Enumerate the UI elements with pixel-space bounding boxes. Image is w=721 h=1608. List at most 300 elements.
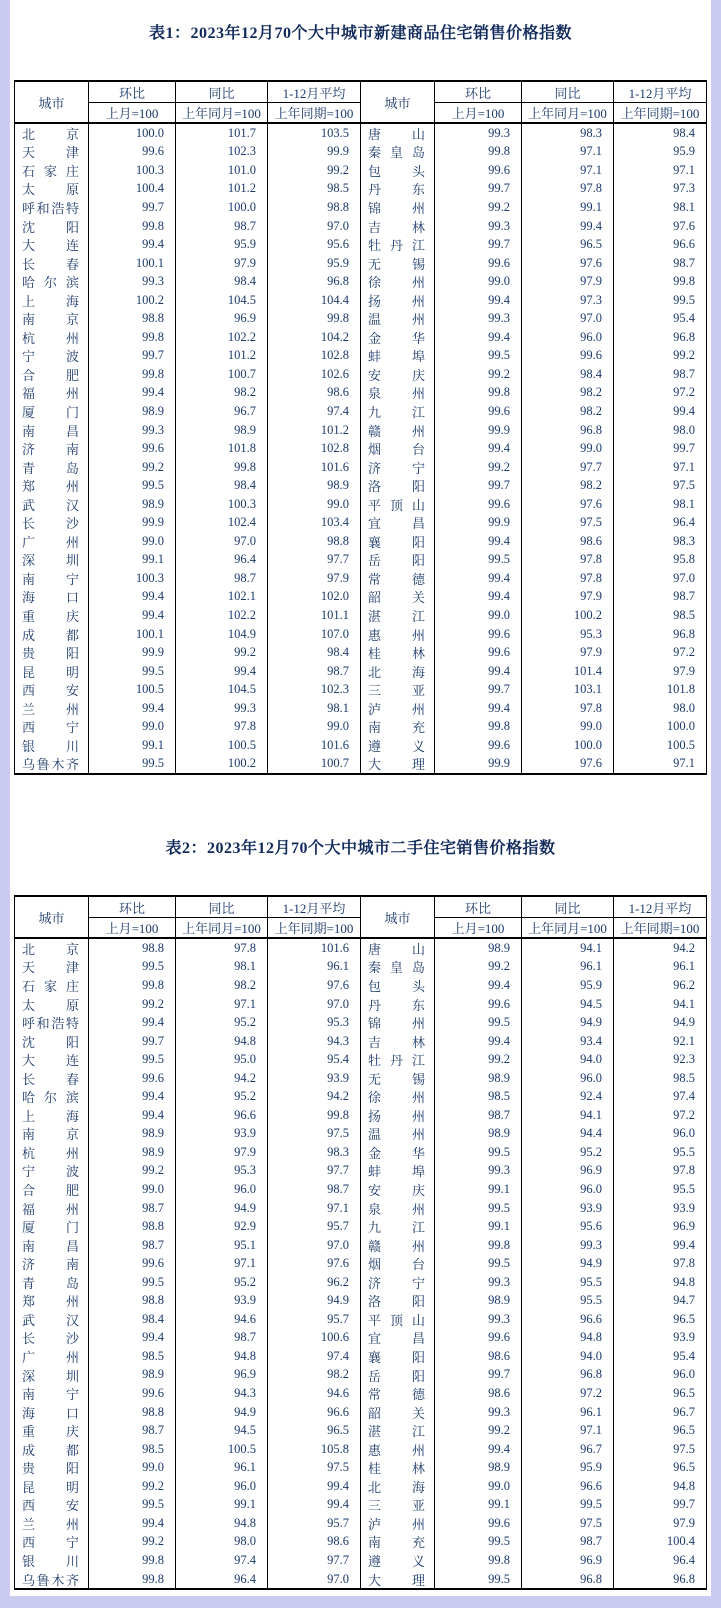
city-cell — [361, 1180, 435, 1199]
city-name: 济 宁 — [368, 1275, 425, 1291]
mom-value-cell: 99.0 — [89, 718, 176, 737]
city-cell — [361, 625, 435, 644]
yoy-value-cell: 97.1 — [176, 1254, 268, 1273]
city-name: 烟 台 — [368, 1257, 425, 1273]
city-cell — [15, 606, 89, 625]
yoy-value-cell: 95.6 — [522, 1217, 614, 1236]
avg-value-cell: 97.7 — [268, 551, 361, 570]
city-name: 金 华 — [368, 330, 425, 346]
yoy-value-cell: 101.0 — [176, 161, 268, 180]
city-cell — [361, 1273, 435, 1292]
header-yoy: 同比 — [522, 897, 614, 918]
header-yoy: 同比 — [522, 82, 614, 103]
yoy-value-cell: 95.2 — [176, 1273, 268, 1292]
city-name: 常 德 — [368, 1387, 425, 1403]
yoy-value-cell: 95.9 — [522, 1458, 614, 1477]
avg-value-cell: 96.2 — [268, 1273, 361, 1292]
yoy-value-cell: 95.9 — [176, 235, 268, 254]
avg-value-cell: 98.5 — [614, 1069, 707, 1088]
yoy-value-cell: 97.8 — [522, 551, 614, 570]
avg-value-cell: 97.8 — [614, 1254, 707, 1273]
city-cell — [15, 1162, 89, 1181]
yoy-value-cell: 100.7 — [176, 365, 268, 384]
avg-value-cell: 100.0 — [614, 718, 707, 737]
city-cell — [361, 1125, 435, 1144]
city-name: 福 州 — [22, 1201, 79, 1217]
avg-value-cell: 104.4 — [268, 291, 361, 310]
yoy-value-cell: 94.8 — [176, 1032, 268, 1051]
avg-value-cell: 96.0 — [614, 1366, 707, 1385]
city-cell — [361, 736, 435, 755]
mom-value-cell: 99.1 — [89, 736, 176, 755]
header-avg: 1-12月平均 — [614, 82, 707, 103]
avg-value-cell: 99.5 — [614, 291, 707, 310]
city-cell — [15, 718, 89, 737]
city-cell — [15, 625, 89, 644]
city-cell — [361, 1162, 435, 1181]
yoy-value-cell: 95.0 — [176, 1050, 268, 1069]
city-name: 南 京 — [22, 1127, 79, 1143]
mom-value-cell: 100.4 — [89, 180, 176, 199]
city-cell — [361, 495, 435, 514]
avg-value-cell: 97.9 — [614, 662, 707, 681]
city-name: 北 京 — [22, 941, 79, 957]
city-name: 温 州 — [368, 1127, 425, 1143]
city-cell — [15, 476, 89, 495]
yoy-value-cell: 96.0 — [522, 328, 614, 347]
mom-value-cell: 98.9 — [435, 939, 522, 958]
city-cell — [15, 161, 89, 180]
city-name: 乌 鲁 木 齐 — [22, 1572, 79, 1588]
city-name: 长 春 — [22, 256, 79, 272]
yoy-value-cell: 96.8 — [522, 421, 614, 440]
yoy-value-cell: 95.2 — [522, 1143, 614, 1162]
mom-value-cell: 99.4 — [435, 1440, 522, 1459]
mom-value-cell: 99.2 — [435, 198, 522, 217]
city-name: 大 连 — [22, 1053, 79, 1069]
yoy-value-cell: 97.5 — [522, 513, 614, 532]
city-name: 丹 东 — [368, 182, 425, 198]
city-cell — [15, 1069, 89, 1088]
yoy-value-cell: 99.1 — [176, 1496, 268, 1515]
avg-value-cell: 93.9 — [614, 1329, 707, 1348]
city-name: 赣 州 — [368, 1238, 425, 1254]
city-cell — [361, 1496, 435, 1515]
header-mom: 环比 — [89, 897, 176, 918]
avg-value-cell: 103.5 — [268, 124, 361, 143]
mom-value-cell: 99.4 — [435, 532, 522, 551]
avg-value-cell: 99.8 — [268, 309, 361, 328]
city-cell — [361, 309, 435, 328]
city-name: 南 充 — [368, 1535, 425, 1551]
city-cell — [15, 1533, 89, 1552]
yoy-value-cell: 98.2 — [176, 976, 268, 995]
city-name: 乌 鲁 木 齐 — [22, 757, 79, 773]
avg-value-cell: 96.4 — [614, 1551, 707, 1570]
header-mom-base: 上月=100 — [89, 918, 176, 939]
mom-value-cell: 99.8 — [89, 217, 176, 236]
yoy-value-cell: 96.9 — [522, 1551, 614, 1570]
yoy-value-cell: 97.8 — [176, 939, 268, 958]
mom-value-cell: 99.6 — [89, 1069, 176, 1088]
avg-value-cell: 95.5 — [614, 1180, 707, 1199]
city-cell — [15, 1199, 89, 1218]
yoy-value-cell: 97.4 — [176, 1551, 268, 1570]
city-name: 北 京 — [22, 126, 79, 142]
city-cell — [15, 1106, 89, 1125]
mom-value-cell: 99.7 — [435, 235, 522, 254]
city-cell — [361, 254, 435, 273]
yoy-value-cell: 96.9 — [176, 309, 268, 328]
mom-value-cell: 100.5 — [89, 680, 176, 699]
city-name: 桂 林 — [368, 1461, 425, 1477]
avg-value-cell: 97.1 — [614, 161, 707, 180]
avg-value-cell: 95.9 — [268, 254, 361, 273]
city-name: 锦 州 — [368, 200, 425, 216]
mom-value-cell: 99.9 — [89, 643, 176, 662]
yoy-value-cell: 98.7 — [522, 1533, 614, 1552]
city-name: 济 南 — [22, 442, 79, 458]
header-city: 城市 — [15, 82, 89, 124]
avg-value-cell: 95.7 — [268, 1310, 361, 1329]
city-cell — [15, 458, 89, 477]
avg-value-cell: 97.4 — [614, 1088, 707, 1107]
mom-value-cell: 99.4 — [89, 1514, 176, 1533]
city-name: 兰 州 — [22, 1516, 79, 1532]
city-cell — [361, 1421, 435, 1440]
yoy-value-cell: 94.4 — [522, 1125, 614, 1144]
mom-value-cell: 100.2 — [89, 291, 176, 310]
mom-value-cell: 98.8 — [89, 1217, 176, 1236]
mom-value-cell: 99.3 — [435, 309, 522, 328]
mom-value-cell: 98.8 — [89, 1292, 176, 1311]
city-name: 唐 山 — [368, 941, 425, 957]
yoy-value-cell: 98.4 — [522, 365, 614, 384]
avg-value-cell: 96.2 — [614, 976, 707, 995]
city-name: 扬 州 — [368, 1108, 425, 1124]
yoy-value-cell: 96.7 — [176, 402, 268, 421]
avg-value-cell: 99.8 — [614, 272, 707, 291]
city-cell — [15, 124, 89, 143]
city-name: 大 理 — [368, 1572, 425, 1588]
city-cell — [361, 161, 435, 180]
city-name: 赣 州 — [368, 423, 425, 439]
yoy-value-cell: 97.7 — [522, 458, 614, 477]
yoy-value-cell: 94.0 — [522, 1347, 614, 1366]
avg-value-cell: 96.1 — [614, 958, 707, 977]
city-cell — [15, 235, 89, 254]
mom-value-cell: 99.4 — [435, 976, 522, 995]
city-name: 昆 明 — [22, 1479, 79, 1495]
avg-value-cell: 99.4 — [268, 1496, 361, 1515]
avg-value-cell: 103.4 — [268, 513, 361, 532]
city-cell — [361, 1032, 435, 1051]
city-name: 武 汉 — [22, 497, 79, 513]
avg-value-cell: 94.8 — [614, 1477, 707, 1496]
city-name: 沈 阳 — [22, 219, 79, 235]
mom-value-cell: 99.8 — [435, 384, 522, 403]
avg-value-cell: 96.6 — [614, 235, 707, 254]
city-cell — [361, 1292, 435, 1311]
city-cell — [15, 1273, 89, 1292]
city-name: 银 川 — [22, 738, 79, 754]
mom-value-cell: 99.6 — [89, 143, 176, 162]
avg-value-cell: 102.3 — [268, 680, 361, 699]
city-name: 郑 州 — [22, 479, 79, 495]
city-cell — [15, 551, 89, 570]
city-cell — [361, 588, 435, 607]
avg-value-cell: 98.5 — [268, 180, 361, 199]
mom-value-cell: 99.7 — [435, 1366, 522, 1385]
city-name: 惠 州 — [368, 627, 425, 643]
city-cell — [15, 143, 89, 162]
city-cell — [361, 1254, 435, 1273]
city-cell — [15, 1032, 89, 1051]
header-yoy: 同比 — [176, 897, 268, 918]
mom-value-cell: 99.9 — [435, 421, 522, 440]
avg-value-cell: 98.7 — [614, 254, 707, 273]
yoy-value-cell: 100.5 — [176, 736, 268, 755]
avg-value-cell: 98.6 — [268, 384, 361, 403]
avg-value-cell: 98.5 — [614, 606, 707, 625]
city-cell — [361, 217, 435, 236]
yoy-value-cell: 97.1 — [522, 161, 614, 180]
avg-value-cell: 94.1 — [614, 995, 707, 1014]
yoy-value-cell: 94.0 — [522, 1050, 614, 1069]
city-name: 青 岛 — [22, 1275, 79, 1291]
city-cell — [15, 439, 89, 458]
avg-value-cell: 101.8 — [614, 680, 707, 699]
yoy-value-cell: 94.8 — [522, 1329, 614, 1348]
avg-value-cell: 98.9 — [268, 476, 361, 495]
city-name: 湛 江 — [368, 609, 425, 624]
table2-secondhand-homes-price-index — [14, 895, 707, 1590]
avg-value-cell: 95.5 — [614, 1143, 707, 1162]
avg-value-cell: 99.0 — [268, 495, 361, 514]
city-name: 无 锡 — [368, 1071, 425, 1087]
city-cell — [15, 1180, 89, 1199]
header-city: 城市 — [361, 82, 435, 124]
mom-value-cell: 99.2 — [435, 458, 522, 477]
table2-title: 表2：2023年12月70个大中城市二手住宅销售价格指数 — [165, 840, 556, 858]
city-name: 平 顶 山 — [368, 497, 425, 513]
mom-value-cell: 99.2 — [89, 995, 176, 1014]
city-cell — [361, 421, 435, 440]
avg-value-cell: 100.6 — [268, 1329, 361, 1348]
mom-value-cell: 99.7 — [89, 347, 176, 366]
city-name: 贵 阳 — [22, 1461, 79, 1477]
avg-value-cell: 98.7 — [614, 588, 707, 607]
city-cell — [15, 958, 89, 977]
yoy-value-cell: 101.2 — [176, 180, 268, 199]
avg-value-cell: 98.8 — [268, 198, 361, 217]
avg-value-cell: 97.0 — [268, 995, 361, 1014]
avg-value-cell: 95.6 — [268, 235, 361, 254]
yoy-value-cell: 96.6 — [176, 1106, 268, 1125]
city-cell — [361, 198, 435, 217]
mom-value-cell: 99.8 — [89, 1570, 176, 1589]
yoy-value-cell: 98.7 — [176, 569, 268, 588]
city-name: 杭 州 — [22, 1145, 79, 1161]
mom-value-cell: 99.4 — [89, 699, 176, 718]
mom-value-cell: 99.0 — [89, 1458, 176, 1477]
city-cell — [15, 1125, 89, 1144]
mom-value-cell: 99.4 — [89, 1329, 176, 1348]
yoy-value-cell: 100.2 — [522, 606, 614, 625]
city-cell — [15, 365, 89, 384]
yoy-value-cell: 96.9 — [522, 1162, 614, 1181]
city-cell — [15, 569, 89, 588]
city-name: 西 安 — [22, 1498, 79, 1514]
city-cell — [361, 328, 435, 347]
avg-value-cell: 96.8 — [614, 625, 707, 644]
city-name: 厦 门 — [22, 1220, 79, 1236]
avg-value-cell: 100.4 — [614, 1533, 707, 1552]
city-name: 惠 州 — [368, 1442, 425, 1458]
header-yoy-base: 上年同月=100 — [176, 103, 268, 124]
city-name: 青 岛 — [22, 460, 79, 476]
yoy-value-cell: 100.2 — [176, 755, 268, 774]
avg-value-cell: 96.8 — [614, 1570, 707, 1589]
avg-value-cell: 104.2 — [268, 328, 361, 347]
yoy-value-cell: 104.5 — [176, 680, 268, 699]
avg-value-cell: 98.3 — [614, 532, 707, 551]
mom-value-cell: 99.0 — [435, 272, 522, 291]
city-cell — [361, 1199, 435, 1218]
yoy-value-cell: 100.5 — [176, 1440, 268, 1459]
city-cell — [361, 1514, 435, 1533]
city-name: 长 沙 — [22, 1331, 79, 1347]
mom-value-cell: 99.4 — [89, 384, 176, 403]
city-cell — [15, 662, 89, 681]
city-name: 牡 丹 江 — [368, 1053, 425, 1069]
yoy-value-cell: 102.2 — [176, 328, 268, 347]
mom-value-cell: 99.3 — [435, 124, 522, 143]
mom-value-cell: 99.2 — [89, 1477, 176, 1496]
city-name: 福 州 — [22, 386, 79, 402]
avg-value-cell: 97.4 — [268, 1347, 361, 1366]
city-name: 锦 州 — [368, 1016, 425, 1032]
yoy-value-cell: 102.3 — [176, 143, 268, 162]
city-name: 广 州 — [22, 534, 79, 550]
city-name: 牡 丹 江 — [368, 238, 425, 254]
city-cell — [361, 143, 435, 162]
mom-value-cell: 99.9 — [89, 513, 176, 532]
avg-value-cell: 101.6 — [268, 736, 361, 755]
city-cell — [15, 1496, 89, 1515]
yoy-value-cell: 96.0 — [176, 1477, 268, 1496]
mom-value-cell: 100.3 — [89, 569, 176, 588]
avg-value-cell: 98.7 — [614, 365, 707, 384]
city-cell — [361, 347, 435, 366]
mom-value-cell: 99.3 — [89, 272, 176, 291]
mom-value-cell: 99.6 — [89, 439, 176, 458]
yoy-value-cell: 96.0 — [176, 1180, 268, 1199]
header-avg-base: 上年同期=100 — [268, 103, 361, 124]
city-cell — [15, 291, 89, 310]
city-name: 天 津 — [22, 960, 79, 976]
mom-value-cell: 99.8 — [89, 365, 176, 384]
mom-value-cell: 99.1 — [435, 1496, 522, 1515]
mom-value-cell: 99.1 — [89, 551, 176, 570]
yoy-value-cell: 98.4 — [176, 272, 268, 291]
header-mom-base: 上月=100 — [89, 103, 176, 124]
yoy-value-cell: 95.5 — [522, 1273, 614, 1292]
avg-value-cell: 97.1 — [268, 1199, 361, 1218]
city-name: 唐 山 — [368, 126, 425, 142]
mom-value-cell: 99.5 — [89, 958, 176, 977]
mom-value-cell: 99.5 — [89, 476, 176, 495]
yoy-value-cell: 97.8 — [522, 180, 614, 199]
avg-value-cell: 97.5 — [268, 1125, 361, 1144]
yoy-value-cell: 98.2 — [522, 476, 614, 495]
avg-value-cell: 94.9 — [614, 1013, 707, 1032]
avg-value-cell: 97.5 — [614, 1440, 707, 1459]
avg-value-cell: 96.5 — [614, 1384, 707, 1403]
yoy-value-cell: 93.9 — [522, 1199, 614, 1218]
mom-value-cell: 99.5 — [89, 1050, 176, 1069]
yoy-value-cell: 94.2 — [176, 1069, 268, 1088]
city-cell — [15, 976, 89, 995]
city-cell — [15, 1458, 89, 1477]
yoy-value-cell: 99.4 — [522, 217, 614, 236]
city-name: 济 南 — [22, 1257, 79, 1273]
table1-new-homes-price-index — [14, 80, 707, 775]
avg-value-cell: 95.7 — [268, 1217, 361, 1236]
mom-value-cell: 99.6 — [89, 1384, 176, 1403]
avg-value-cell: 102.8 — [268, 439, 361, 458]
yoy-value-cell: 96.4 — [176, 1570, 268, 1589]
city-cell — [361, 1570, 435, 1589]
city-name: 泸 州 — [368, 701, 425, 717]
header-mom-base: 上月=100 — [435, 918, 522, 939]
city-name: 重 庆 — [22, 1424, 79, 1440]
city-cell — [361, 958, 435, 977]
mom-value-cell: 100.1 — [89, 625, 176, 644]
avg-value-cell: 98.0 — [614, 699, 707, 718]
city-name: 深 圳 — [22, 553, 79, 569]
yoy-value-cell: 104.5 — [176, 291, 268, 310]
avg-value-cell: 95.7 — [268, 1514, 361, 1533]
mom-value-cell: 100.1 — [89, 254, 176, 273]
city-name: 长 沙 — [22, 516, 79, 532]
mom-value-cell: 99.0 — [435, 606, 522, 625]
city-name: 上 海 — [22, 293, 79, 309]
avg-value-cell: 99.0 — [268, 718, 361, 737]
avg-value-cell: 94.7 — [614, 1292, 707, 1311]
yoy-value-cell: 98.6 — [522, 532, 614, 551]
city-name: 太 原 — [22, 997, 79, 1013]
city-cell — [15, 755, 89, 774]
mom-value-cell: 99.4 — [89, 235, 176, 254]
yoy-value-cell: 96.9 — [176, 1366, 268, 1385]
yoy-value-cell: 94.5 — [522, 995, 614, 1014]
mom-value-cell: 99.4 — [89, 588, 176, 607]
city-cell — [361, 1366, 435, 1385]
yoy-value-cell: 96.1 — [522, 958, 614, 977]
city-name: 兰 州 — [22, 701, 79, 717]
avg-value-cell: 93.9 — [268, 1069, 361, 1088]
avg-value-cell: 97.6 — [268, 976, 361, 995]
avg-value-cell: 99.7 — [614, 1496, 707, 1515]
city-name: 南 昌 — [22, 423, 79, 439]
mom-value-cell: 98.6 — [435, 1347, 522, 1366]
avg-value-cell: 96.8 — [614, 328, 707, 347]
yoy-value-cell: 101.4 — [522, 662, 614, 681]
avg-value-cell: 97.7 — [268, 1551, 361, 1570]
city-cell — [15, 402, 89, 421]
city-name: 安 庆 — [368, 1183, 425, 1199]
